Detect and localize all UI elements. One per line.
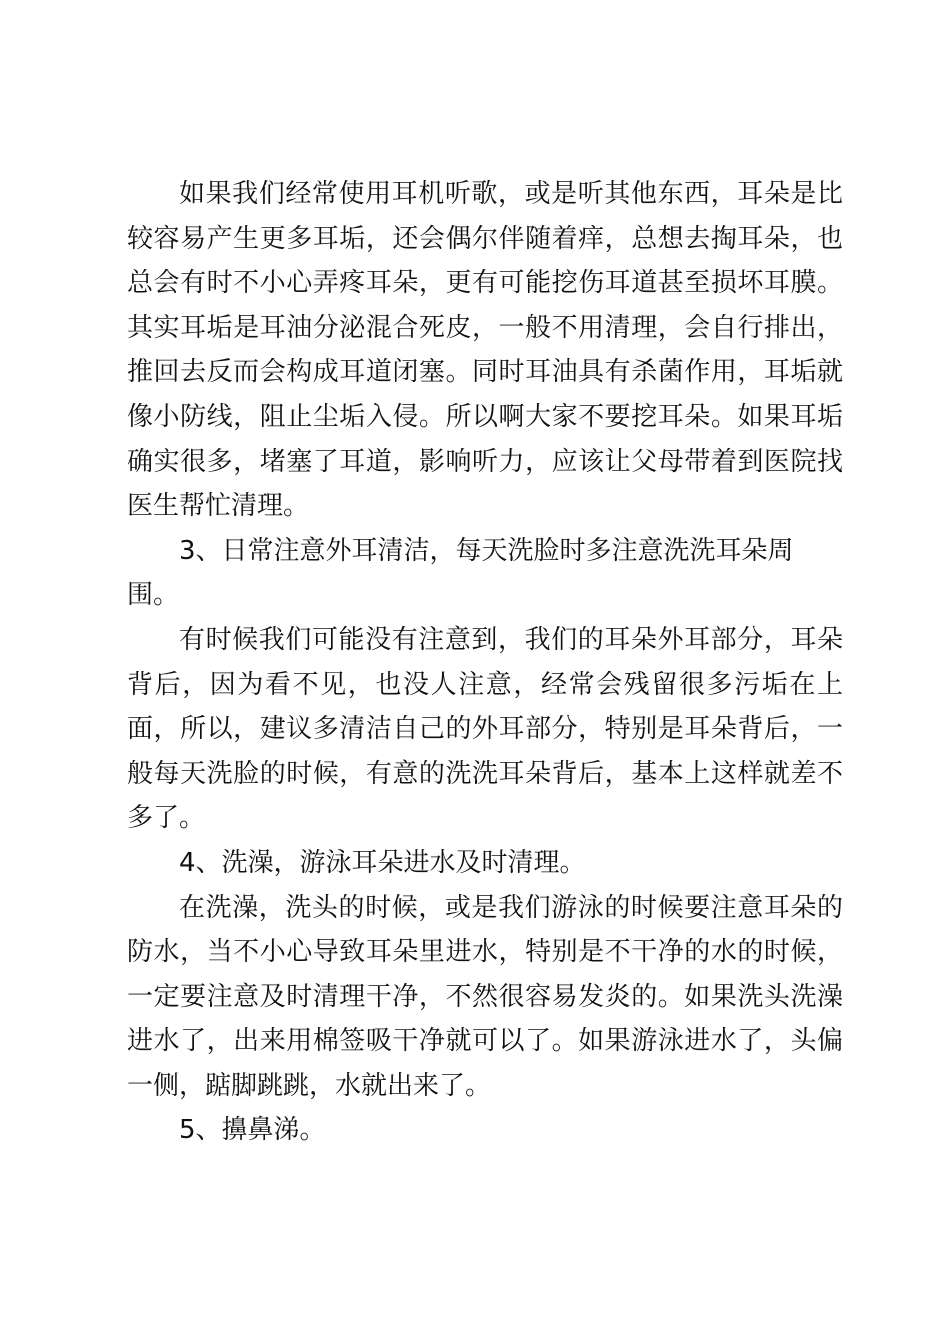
section-heading-5: 5、擤鼻涕。 [179,1115,326,1146]
paragraph-outer-ear: 有时候我们可能没有注意到，我们的耳朵外耳部分，耳朵背后，因为看不见，也没人注意，经常会残留很多污垢在上面，所以，建议多清洁自己的外耳部分，特别是耳朵背后，一般每天洗脸的时候，有意的洗洗耳朵背后，基本上这样就差不多了。 [127,624,843,834]
paragraph-water-in-ear: 在洗澡，洗头的时候，或是我们游泳的时候要注意耳朵的防水，当不小心导致耳朵里进水，特别是不干净的水的时候，一定要注意及时清理干净，不然很容易发炎的。如果洗头洗澡进水了，出来用棉签吸干净就可以了。如果游泳进水了，头偏一侧，踮脚跳跳，水就出来了。 [127,892,843,1101]
section-heading-4: 4、洗澡，游泳耳朵进水及时清理。 [179,847,586,878]
paragraph-earwax: 如果我们经常使用耳机听歌，或是听其他东西，耳朵是比较容易产生更多耳垢，还会偶尔伴随着痒，总想去掏耳朵，也总会有时不小心弄疼耳朵，更有可能挖伤耳道甚至损坏耳膜。其实耳垢是耳油分泌混合死皮，一般不用清理，会自行排出，推回去反而会构成耳道闭塞。同时耳油具有杀菌作用，耳垢就像小防线，阻止尘垢入侵。所以啊大家不要挖耳朵。如果耳垢确实很多，堵塞了耳道，影响听力，应该让父母带着到医院找医生帮忙清理。 [127,179,843,522]
section-heading-3: 3、日常注意外耳清洁，每天洗脸时多注意洗洗耳朵周围。 [127,535,794,611]
document-body [127,172,843,1153]
